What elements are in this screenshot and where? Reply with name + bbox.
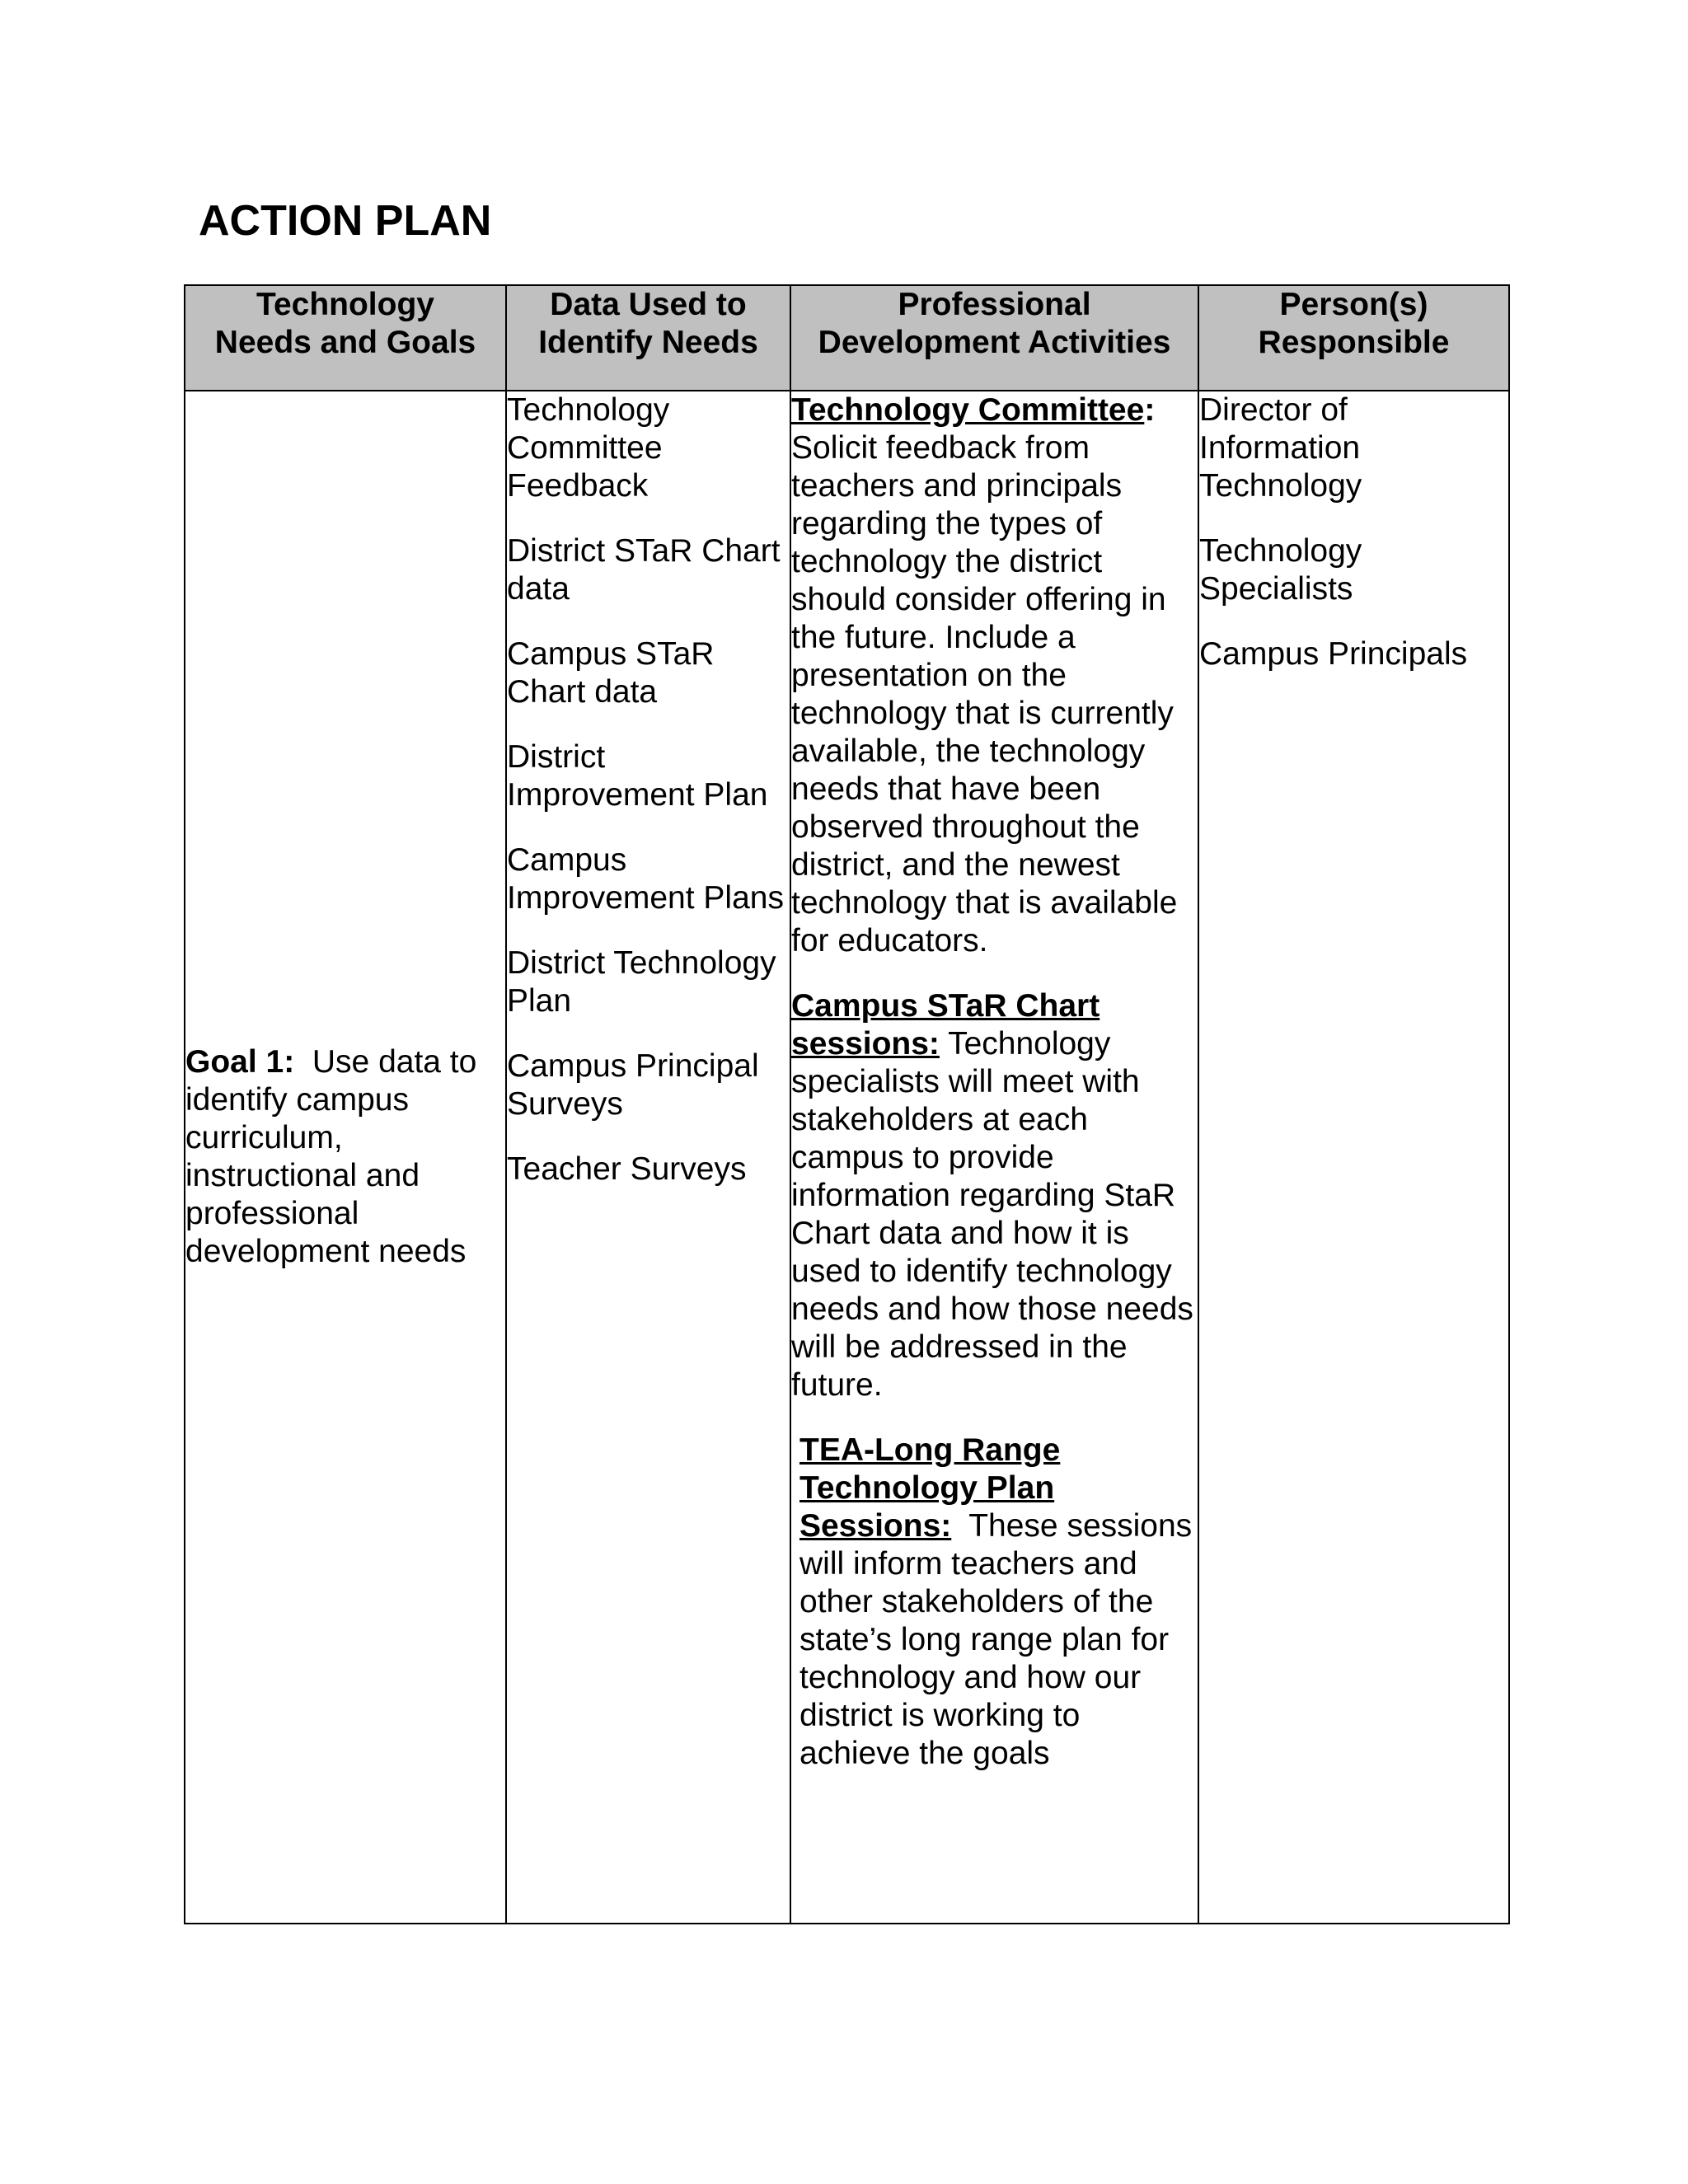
activity-title: TEA-Long Range Technology Plan Sessions:	[799, 1432, 1061, 1544]
goal-cell	[185, 391, 506, 1924]
responsible-item: Director of Information Technology	[1199, 392, 1362, 504]
action-plan-table	[184, 284, 1510, 1924]
data-source-item: District STaR Chart data	[507, 533, 781, 607]
header-line: Professional	[898, 287, 1091, 322]
header-line: Technology	[256, 287, 434, 322]
header-line: Identify Needs	[538, 325, 758, 360]
responsible-item: Technology Specialists	[1199, 533, 1362, 607]
table-header-row	[185, 285, 1509, 391]
page-title: ACTION PLAN	[199, 197, 492, 245]
data-source-item: District Technology Plan	[507, 945, 776, 1019]
header-professional-development	[790, 285, 1198, 391]
data-source-item: Teacher Surveys	[507, 1151, 747, 1187]
activity-title: Campus STaR Chart sessions:	[791, 988, 1100, 1062]
activity-title-suffix: :	[1144, 392, 1156, 428]
activity-text: Technology specialists will meet with stakeholders at each campus to provide information regarding StaR Chart data and how it is used to identify technology needs and how those needs will be addressed in the future.	[791, 1026, 1193, 1403]
activity-technology-committee	[791, 391, 1198, 960]
data-source-item: Campus Principal Surveys	[507, 1048, 759, 1122]
header-line: Person(s)	[1279, 287, 1428, 322]
header-technology-needs-goals	[185, 285, 506, 391]
activity-campus-star-chart	[791, 987, 1198, 1404]
header-line: Development Activities	[818, 325, 1171, 360]
header-line: Data Used to	[550, 287, 747, 322]
data-source-item: District Improvement Plan	[507, 739, 768, 813]
goal-text: Use data to identify campus curriculum, instructional and professional development needs	[185, 1044, 477, 1269]
data-source-item: Campus STaR Chart data	[507, 636, 715, 710]
activity-tea-long-range	[791, 1432, 1198, 1773]
header-line: Responsible	[1258, 325, 1450, 360]
responsible-item: Campus Principals	[1199, 636, 1468, 672]
data-sources-cell	[506, 391, 790, 1924]
data-source-item: Campus Improvement Plans	[507, 842, 784, 916]
responsible-cell	[1198, 391, 1509, 1924]
header-line: Needs and Goals	[214, 325, 476, 360]
header-data-used	[506, 285, 790, 391]
activity-text: Solicit feedback from teachers and principals regarding the types of technology the district should consider offering in the future. Include a presentation on the technology that is currently available, the technology needs that have been observed throughout the district, and the newest technology that is available for educators.	[791, 430, 1178, 958]
activity-text: These sessions will inform teachers and other stakeholders of the state’s long range plan for technology and how our district is working to achieve the goals	[799, 1508, 1193, 1771]
activity-title: Technology Committee	[791, 392, 1145, 428]
activities-cell	[790, 391, 1198, 1924]
data-source-item: Technology Committee Feedback	[507, 392, 670, 504]
header-persons-responsible	[1198, 285, 1509, 391]
table-row	[185, 391, 1509, 1924]
goal-label: Goal 1:	[185, 1044, 295, 1080]
